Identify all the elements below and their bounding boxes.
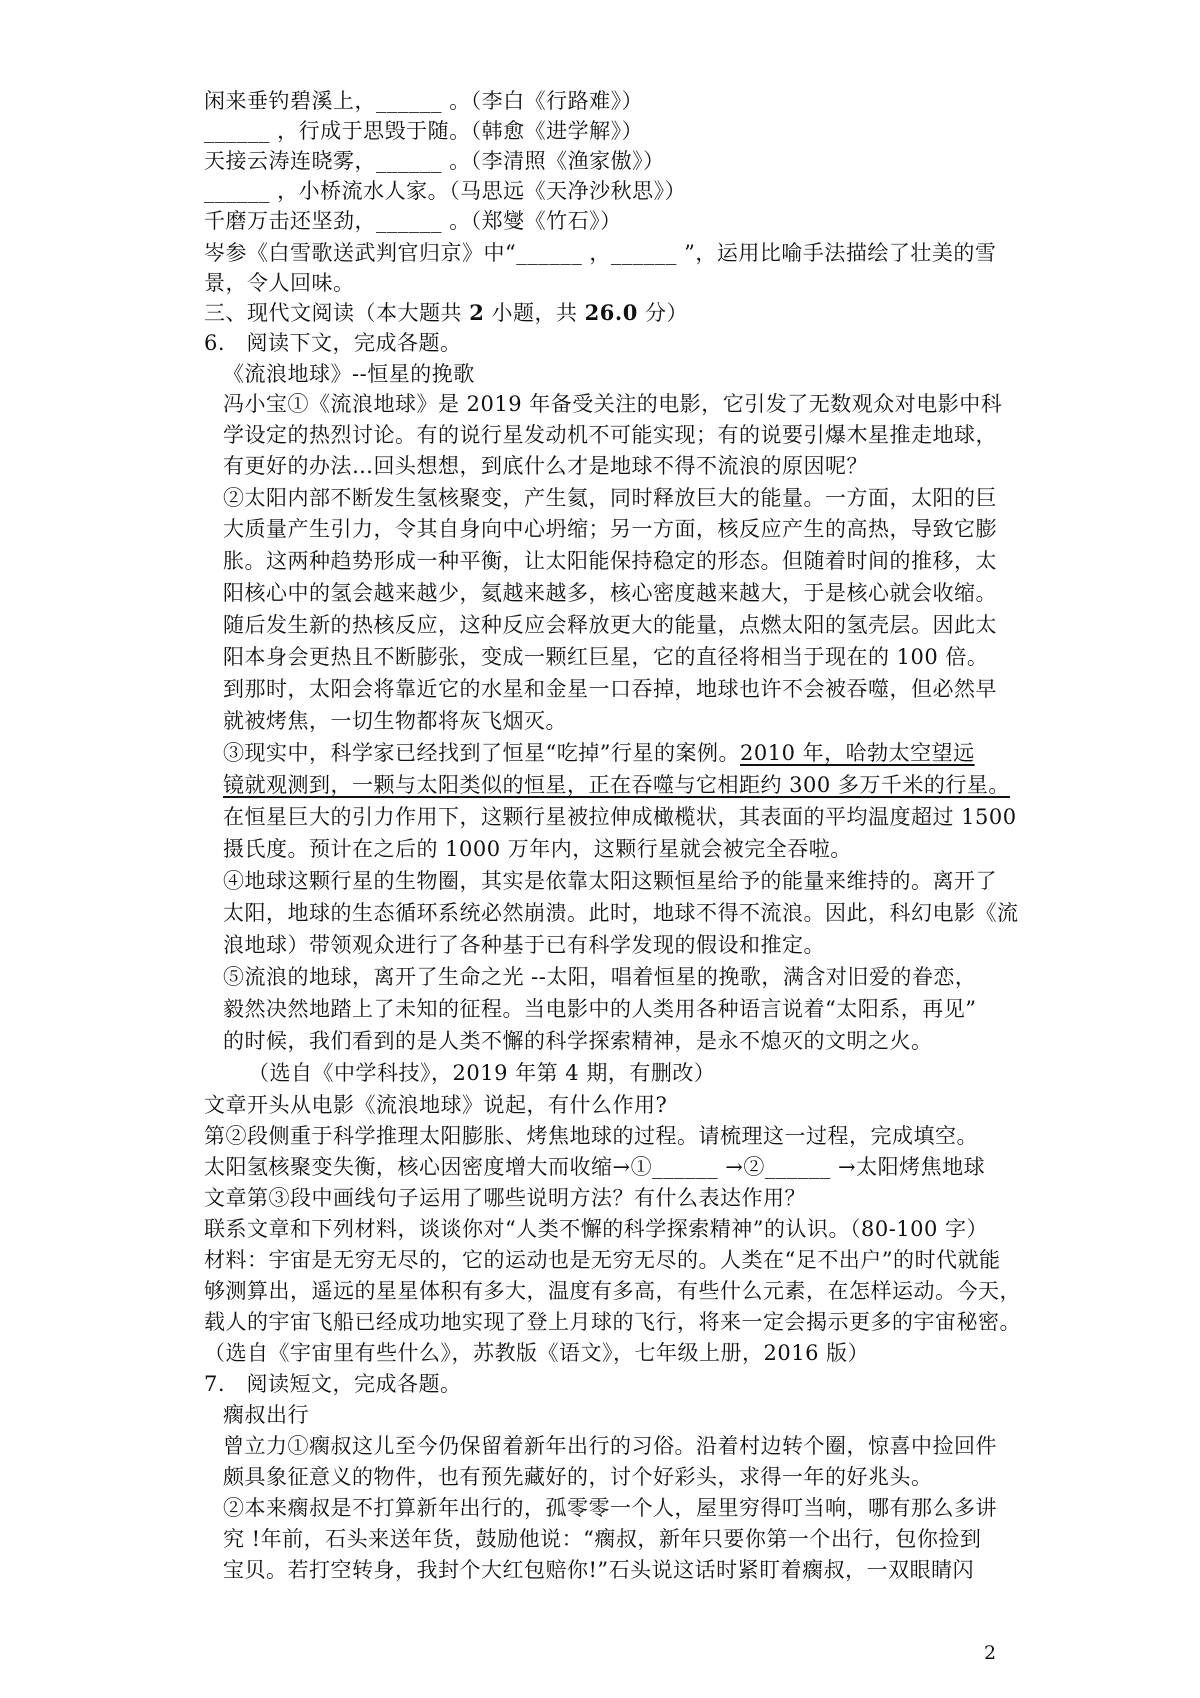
underlined-sentence: 2010 年，哈勃太空望远 — [739, 741, 975, 765]
paragraph-line: 太阳，地球的生态循环系统必然崩溃。此时，地球不得不流浪。因此，科幻电影《流 — [223, 901, 1019, 925]
page-number: 2 — [984, 1642, 997, 1664]
paragraph-line: 大质量产生引力，令其自身向中心坍缩；另一方面，核反应产生的高热，导致它膨 — [223, 517, 997, 541]
question-item: 太阳氢核聚变失衡，核心因密度增大而收缩→①______ →②______ →太阳烤焦地球 — [204, 1155, 986, 1179]
paragraph-line: 浪地球）带领观众进行了各种基于已有科学发现的假设和推定。 — [223, 933, 825, 957]
paragraph-line: ②本来瘸叔是不打算新年出行的，孤零零一个人，屋里穷得叮当响，哪有那么多讲 — [223, 1496, 997, 1520]
fill-blank-line-7: 景，令人回味。 — [204, 271, 355, 295]
paragraph-line: 阳核心中的氢会越来越少，氦越来越多，核心密度越来越大，于是核心就会收缩。 — [223, 581, 997, 605]
paragraph-line: 有更好的办法…回头想想，到底什么才是地球不得不流浪的原因呢？ — [223, 454, 868, 478]
fill-blank-line-5: 千磨万击还坚劲，______ 。（郑燮《竹石》） — [204, 209, 622, 233]
material-line: 材料：宇宙是无穷无尽的，它的运动也是无穷无尽的。人类在“足不出户”的时代就能 — [204, 1248, 1001, 1272]
fill-blank-line-6: 岑参《白雪歌送武判官归京》中“______ ，______ ”，运用比喻手法描绘了壮美的雪 — [204, 241, 997, 265]
question-7-header: 7. 阅读短文，完成各题。 — [204, 1372, 462, 1396]
material-line: 够测算出，遥远的星星体积有多大，温度有多高，有些什么元素，在怎样运动。今天， — [204, 1279, 1021, 1303]
paragraph-line: 曾立力①瘸叔这儿至今仍保留着新年出行的习俗。沿着村边转个圈，惊喜中捡回件 — [223, 1434, 997, 1458]
paragraph-line: ②太阳内部不断发生氢核聚变，产生氦，同时释放巨大的能量。一方面，太阳的巨 — [223, 486, 997, 510]
question-count: 2 — [469, 300, 485, 325]
section-score: 26.0 — [584, 300, 638, 325]
paragraph-line: 冯小宝①《流浪地球》是 2019 年备受关注的电影，它引发了无数观众对电影中科 — [223, 392, 1003, 416]
question-item: 文章开头从电影《流浪地球》说起，有什么作用? — [204, 1093, 668, 1117]
paragraph-line: 随后发生新的热核反应，这种反应会释放更大的能量，点燃太阳的氢壳层。因此太 — [223, 613, 997, 637]
paragraph-line: ⑤流浪的地球，离开了生命之光 --太阳，唱着恒星的挽歌，满含对旧爱的眷恋， — [223, 965, 977, 989]
paragraph-line: 毅然决然地踏上了未知的征程。当电影中的人类用各种语言说着“太阳系，再见” — [223, 997, 977, 1021]
article-source: （选自《中学科技》，2019 年第 4 期，有删改） — [248, 1061, 716, 1085]
fill-blank-line-2: ______ ，行成于思毁于随。（韩愈《进学解》） — [204, 119, 644, 143]
paragraph-line: 的时候，我们看到的是人类不懈的科学探索精神，是永不熄灭的文明之火。 — [223, 1029, 933, 1053]
fill-blank-line-3: 天接云涛连晓雾，______ 。（李清照《渔家傲》） — [204, 149, 665, 173]
paragraph-line: 究 !年前，石头来送年货，鼓励他说：“瘸叔，新年只要你第一个出行，包你捡到 — [223, 1527, 982, 1551]
paragraph-line: 就被烤焦，一切生物都将灰飞烟灭。 — [223, 709, 567, 733]
paragraph-line: 胀。这两种趋势形成一种平衡，让太阳能保持稳定的形态。但随着时间的推移，太 — [223, 549, 997, 573]
paragraph-line: 摄氏度。预计在之后的 1000 万年内，这颗行星就会被完全吞啦。 — [223, 837, 852, 861]
paragraph-line: ④地球这颗行星的生物圈，其实是依靠太阳这颗恒星给予的能量来维持的。离开了 — [223, 869, 997, 893]
paragraph-line: 阳本身会更热且不断膨张，变成一颗红巨星，它的直径将相当于现在的 100 倍。 — [223, 645, 989, 669]
material-source: （选自《宇宙里有些什么》，苏教版《语文》，七年级上册，2016 版） — [204, 1341, 870, 1365]
paragraph-line: 宝贝。若打空转身，我封个大红包赔你!”石头说这话时紧盯着瘸叔，一双眼睛闪 — [223, 1558, 975, 1582]
fill-blank-line-1: 闲来垂钓碧溪上，______ 。（李白《行路难》） — [204, 89, 644, 113]
article-title: 瘸叔出行 — [223, 1403, 309, 1427]
question-item: 第②段侧重于科学推理太阳膨胀、烤焦地球的过程。请梳理这一过程，完成填空。 — [204, 1124, 978, 1148]
paragraph-line: 到那时，太阳会将靠近它的水星和金星一口吞掉，地球也许不会被吞噬，但必然早 — [223, 677, 997, 701]
question-item: 文章第③段中画线句子运用了哪些说明方法？有什么表达作用？ — [204, 1186, 806, 1210]
material-line: 载人的宇宙飞船已经成功地实现了登上月球的飞行，将来一定会揭示更多的宇宙秘密。 — [204, 1310, 1021, 1334]
fill-blank-line-4: ______ ，小桥流水人家。（马思远《天净沙秋思》） — [204, 179, 687, 203]
section-heading: 三、现代文阅读（本大题共 2 小题，共 26.0 分） — [204, 300, 689, 325]
article-title: 《流浪地球》--恒星的挽歌 — [223, 362, 475, 386]
paragraph-line — [223, 770, 1010, 800]
question-item: 联系文章和下列材料，谈谈你对“人类不懈的科学探索精神”的认识。（80-100 字） — [204, 1217, 989, 1241]
question-6-header: 6. 阅读下文，完成各题。 — [204, 331, 462, 355]
paragraph-line: 在恒星巨大的引力作用下，这颗行星被拉伸成橄榄状，其表面的平均温度超过 1500 — [223, 805, 1017, 829]
paragraph-line: ③现实中，科学家已经找到了恒星“吃掉”行星的案例。2010 年，哈勃太空望远 — [223, 741, 975, 765]
paragraph-line: 颇具象征意义的物件，也有预先藏好的，讨个好彩头，求得一年的好兆头。 — [223, 1465, 933, 1489]
underlined-sentence: 镜就观测到，一颗与太阳类似的恒星，正在吞噬与它相距约 300 多万千米的行星。 — [223, 773, 1010, 797]
paragraph-line: 学设定的热烈讨论。有的说行星发动机不可能实现；有的说要引爆木星推走地球， — [223, 423, 997, 447]
